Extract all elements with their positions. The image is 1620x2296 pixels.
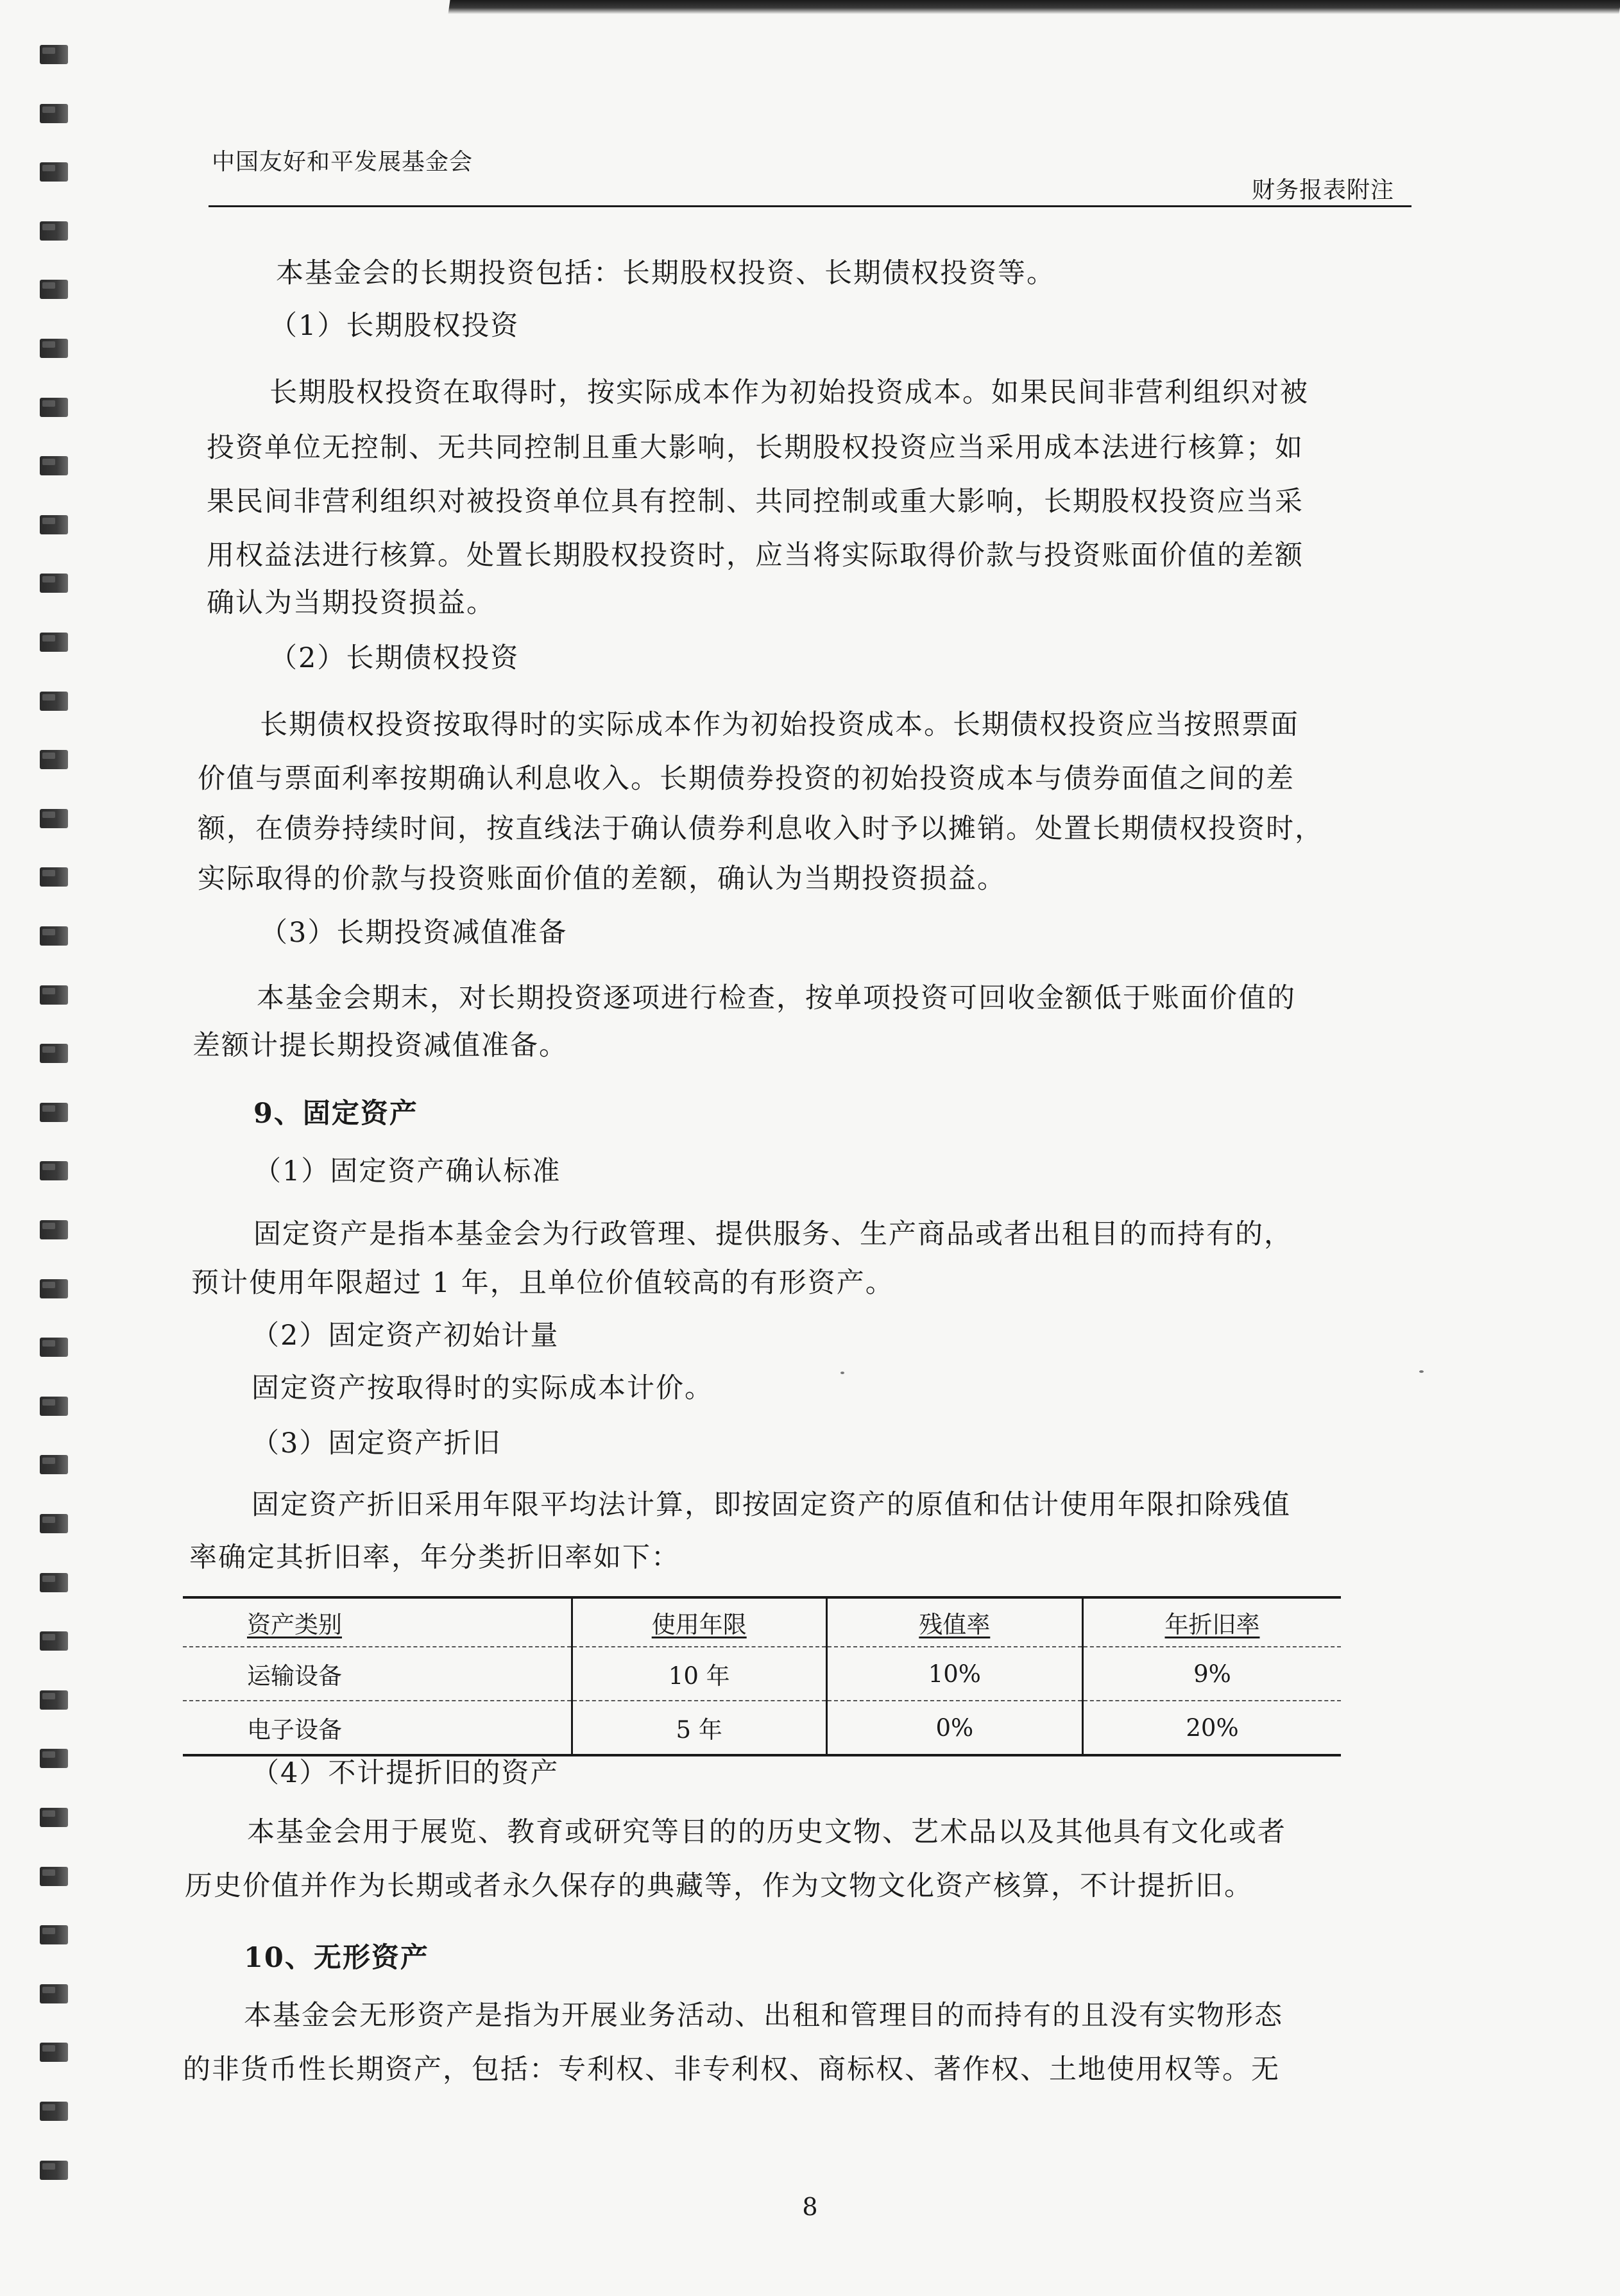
paragraph-line: 固定资产是指本基金会为行政管理、提供服务、生产商品或者出租目的而持有的， (253, 1218, 1293, 1250)
subheading-impairment: （3）长期投资减值准备 (260, 917, 568, 949)
binding-hole (40, 1925, 68, 1944)
paragraph-line: 长期股权投资在取得时，按实际成本作为初始投资成本。如果民间非营利组织对被 (269, 377, 1309, 409)
paragraph-intro: 本基金会的长期投资包括：长期股权投资、长期债权投资等。 (276, 257, 1055, 289)
paragraph-line: 长期债权投资按取得时的实际成本作为初始投资成本。长期债权投资应当按照票面 (260, 709, 1299, 741)
scan-speck (840, 1372, 844, 1374)
table-cell: 电子设备 (247, 1716, 342, 1744)
binding-hole (40, 1161, 68, 1180)
binding-hole (40, 1808, 68, 1827)
table-header-cell: 使用年限 (572, 1597, 826, 1647)
binding-hole (40, 2043, 68, 2062)
binding-hole (40, 692, 68, 711)
paragraph-line: 本基金会用于展览、教育或研究等目的的历史文物、艺术品以及其他具有文化或者 (247, 1816, 1286, 1848)
table-header-cell: 年折旧率 (1082, 1597, 1341, 1647)
binding-hole (40, 1220, 68, 1239)
binding-hole (40, 809, 68, 828)
table-header-cell: 残值率 (826, 1597, 1082, 1647)
table-cell: 20% (1082, 1701, 1341, 1755)
table-header-row (183, 1597, 1341, 1647)
subheading-depreciation: （3）固定资产折旧 (252, 1427, 502, 1459)
binding-hole (40, 104, 68, 123)
binding-hole (40, 867, 68, 887)
scan-edge-shadow (448, 0, 1620, 14)
binding-hole (40, 1514, 68, 1533)
subheading-recognition: （1）固定资产确认标准 (253, 1155, 561, 1187)
table-cell: 5 年 (572, 1701, 826, 1755)
table-cell: 10 年 (572, 1647, 826, 1701)
binding-hole (40, 398, 68, 417)
binding-hole (40, 339, 68, 358)
binding-hole (40, 2161, 68, 2180)
subheading-long-term-equity: （1）长期股权投资 (269, 310, 520, 342)
binding-hole (40, 1749, 68, 1768)
scan-speck (1419, 1370, 1424, 1373)
paragraph-line: 率确定其折旧率，年分类折旧率如下： (189, 1542, 680, 1574)
paragraph-line: 固定资产按取得时的实际成本计价。 (252, 1372, 713, 1404)
binding-hole (40, 574, 68, 593)
binding-hole (40, 456, 68, 475)
header-section-title: 财务报表附注 (1251, 177, 1394, 203)
section-heading-intangible-assets: 10、无形资产 (244, 1942, 429, 1974)
binding-hole (40, 1103, 68, 1122)
binding-hole (40, 45, 68, 64)
binding-hole (40, 1279, 68, 1298)
binding-hole (40, 1455, 68, 1474)
binding-hole (40, 1397, 68, 1416)
table-cell: 10% (826, 1647, 1082, 1701)
binding-hole (40, 1690, 68, 1710)
binding-hole (40, 1338, 68, 1357)
paragraph-line: 差额计提长期投资减值准备。 (192, 1030, 568, 1062)
paragraph-line: 本基金会无形资产是指为开展业务活动、出租和管理目的而持有的且没有实物形态 (244, 2000, 1283, 2032)
paragraph-line: 历史价值并作为长期或者永久保存的典藏等，作为文物文化资产核算，不计提折旧。 (185, 1870, 1253, 1902)
paragraph-line: 确认为当期投资损益。 (207, 587, 495, 619)
binding-hole (40, 926, 68, 946)
paragraph-line: 用权益法进行核算。处置长期股权投资时，应当将实际取得价款与投资账面价值的差额 (207, 540, 1304, 572)
table-header-cell: 资产类别 (247, 1611, 342, 1638)
binding-hole (40, 750, 68, 769)
binding-hole (40, 985, 68, 1005)
table-cell: 9% (1082, 1647, 1341, 1701)
table-row (183, 1647, 1341, 1701)
paragraph-line: 固定资产折旧采用年限平均法计算，即按固定资产的原值和估计使用年限扣除残值 (252, 1489, 1291, 1521)
section-heading-fixed-assets: 9、固定资产 (253, 1098, 418, 1130)
depreciation-rate-table (183, 1596, 1341, 1756)
binding-hole (40, 1044, 68, 1063)
paragraph-line: 本基金会期末，对长期投资逐项进行检查，按单项投资可回收金额低于账面价值的 (257, 982, 1296, 1014)
table-cell: 运输设备 (247, 1662, 342, 1690)
binding-hole (40, 633, 68, 652)
binding-hole (40, 1631, 68, 1651)
table-row (183, 1701, 1341, 1755)
subheading-initial-measurement: （2）固定资产初始计量 (252, 1320, 559, 1352)
paragraph-line: 实际取得的价款与投资账面价值的差额，确认为当期投资损益。 (198, 863, 1006, 895)
header-divider (209, 205, 1411, 207)
binding-hole (40, 1984, 68, 2003)
binding-hole (40, 280, 68, 299)
table-cell: 0% (826, 1701, 1082, 1755)
page-number: 8 (802, 2193, 818, 2221)
header-organization: 中国友好和平发展基金会 (212, 149, 473, 175)
binding-hole (40, 162, 68, 182)
binding-hole (40, 2102, 68, 2121)
subheading-long-term-debt: （2）长期债权投资 (269, 642, 520, 674)
binding-hole (40, 1573, 68, 1592)
paragraph-line: 的非货币性长期资产，包括：专利权、非专利权、商标权、著作权、土地使用权等。无 (183, 2054, 1280, 2086)
binding-hole (40, 515, 68, 534)
binding-hole (40, 1867, 68, 1886)
subheading-non-depreciable: （4）不计提折旧的资产 (252, 1757, 559, 1789)
paragraph-line: 果民间非营利组织对被投资单位具有控制、共同控制或重大影响，长期股权投资应当采 (207, 486, 1304, 518)
paragraph-line: 额，在债券持续时间，按直线法于确认债券利息收入时予以摊销。处置长期债权投资时， (198, 813, 1324, 845)
paragraph-line: 投资单位无控制、无共同控制且重大影响，长期股权投资应当采用成本法进行核算；如 (207, 432, 1304, 464)
paragraph-line: 价值与票面利率按期确认利息收入。长期债券投资的初始投资成本与债券面值之间的差 (198, 763, 1295, 795)
paragraph-line: 预计使用年限超过 1 年，且单位价值较高的有形资产。 (191, 1267, 894, 1299)
binding-hole (40, 221, 68, 241)
